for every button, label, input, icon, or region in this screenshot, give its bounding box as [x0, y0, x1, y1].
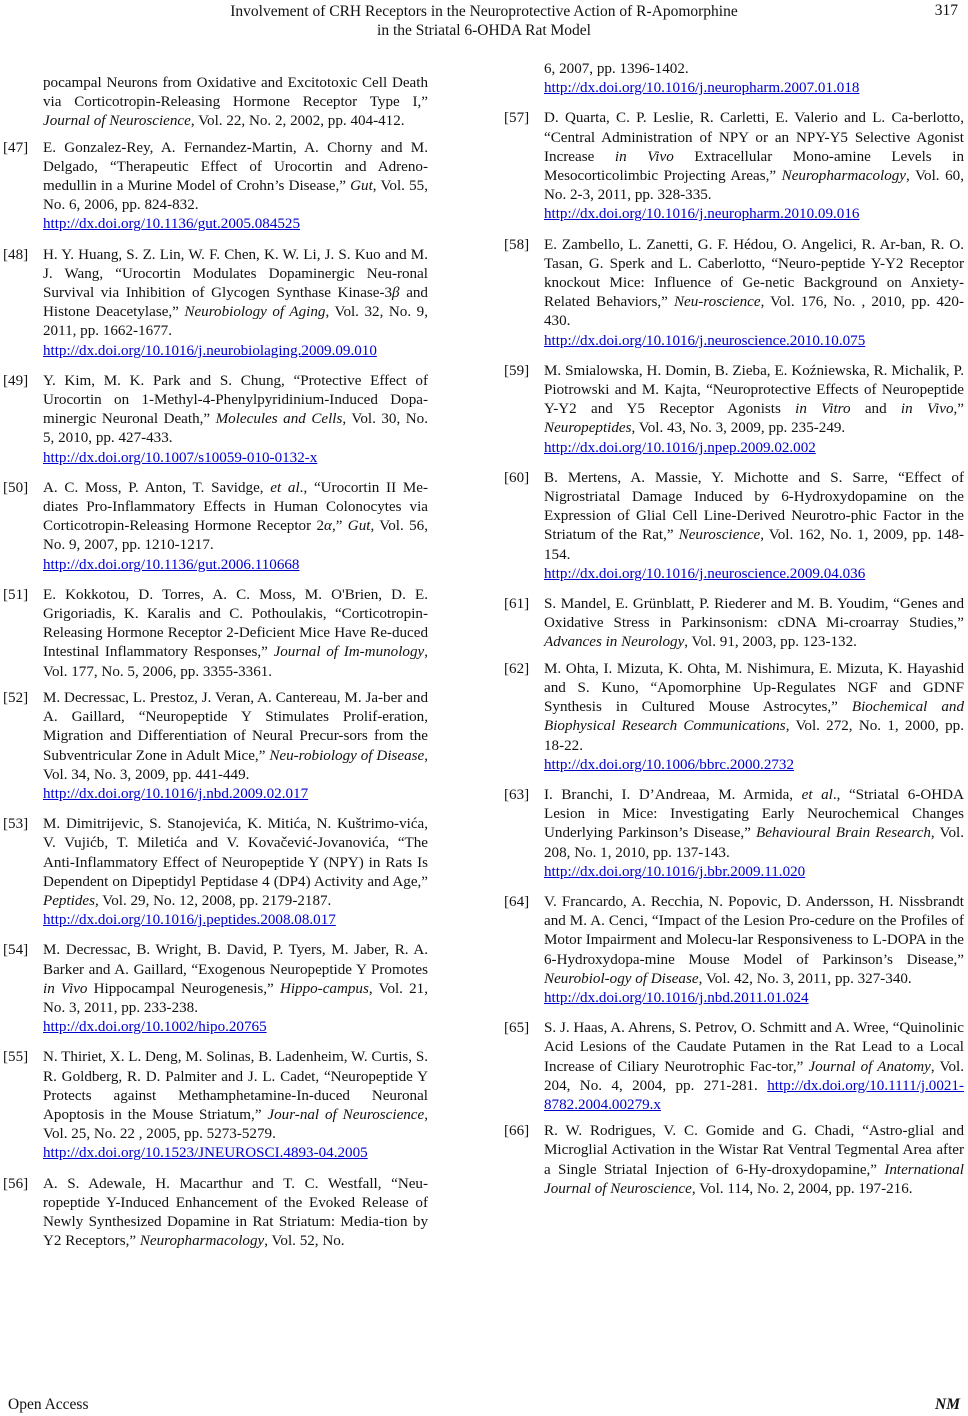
reference-column-right	[504, 60, 964, 1206]
reference-number: [47]	[3, 139, 29, 156]
reference-text: 6, 2007, pp. 1396-1402.	[544, 61, 689, 77]
running-header-line-2: in the Striatal 6-OHDA Rat Model	[377, 22, 591, 39]
reference-entry	[504, 893, 964, 1008]
reference-number: [63]	[504, 786, 530, 803]
reference-entry	[504, 1019, 964, 1115]
reference-text: E. Zambello, L. Zanetti, G. F. Hédou, O. Angelici, R. Ar-ban, R. O. Tasan, G. Sperk and L. Caberlotto, “Neuro-peptide Y-Y2 Receptor knockout Mice: Influence of Ge-netic Background on Anxiety-Related Behaviors,” Neu-roscience, Vol. 176, No. , 2010, pp. 420-430.	[544, 236, 964, 330]
reference-text: S. Mandel, E. Grünblatt, P. Riederer and M. B. Youdim, “Genes and Oxidative Stress in Parkinsonism: cDNA Mi-croarray Studies,” Advances in Neurology, Vol. 91, 2003, pp. 123-132.	[544, 596, 964, 651]
footer-journal-abbrev: NM	[935, 1396, 960, 1413]
reference-text: V. Francardo, A. Recchia, N. Popovic, D. Andersson, H. Nissbrandt and M. A. Cenci, “Impact of the Lesion Pro-cedure on the Profiles of Motor Impairment and Molecu-lar Responsiveness to L-DOPA in the 6-Hydroxydopa-mine Mouse Model of Parkinson’s Disease,” Neurobiol-ogy of Disease, Vol. 42, No. 3, 2011, pp. 327-340.	[544, 893, 964, 987]
reference-text: M. Decressac, B. Wright, B. David, P. Tyers, M. Jaber, R. A. Barker and A. Gaillard, “Exogenous Neuropeptide Y Promotes in Vivo Hippocampal Neurogenesis,” Hippo-campus, Vol. 21, No. 3, 2011, pp. 233-238.	[43, 942, 428, 1016]
reference-text: A. S. Adewale, H. Macarthur and T. C. Westfall, “Neu-ropeptide Y-Induced Enhancement of the Evoked Release of Newly Synthesized Dopamine in Rat Striatum: Media-tion by Y2 Receptors,” Neuropharmacology, Vol. 52, No.	[43, 1175, 428, 1250]
reference-text: D. Quarta, C. P. Leslie, R. Carletti, E. Valerio and L. Ca-berlotto, “Central Administration of NPY or an NPY-Y5 Selective Agonist Increase in Vivo Extracellular Mono-amine Levels in Mesocorticolimbic Projecting Areas,” Neuropharmacology, Vol. 60, No. 2-3, 2011, pp. 328-335.	[544, 110, 964, 204]
reference-entry	[3, 586, 428, 682]
reference-text: H. Y. Huang, S. Z. Lin, W. F. Chen, K. W. Li, J. S. Kuo and M. J. Wang, “Urocortin Modulates Dopaminergic Neu-ronal Survival via Inhibition of Glycogen Synthase Kinase-3β and Histone Deacetylase,” Neurobiology of Aging, Vol. 32, No. 9, 2011, pp. 1662-1677.	[43, 246, 428, 340]
doi-link[interactable]: http://dx.doi.org/10.1016/j.neuroscience.2010.10.075	[544, 332, 866, 349]
doi-link[interactable]: http://dx.doi.org/10.1016/j.neuropharm.2010.09.016	[544, 206, 860, 223]
page-number: 317	[934, 2, 958, 19]
doi-link[interactable]: http://dx.doi.org/10.1007/s10059-010-0132-x	[43, 449, 318, 466]
reference-number: [49]	[3, 372, 29, 389]
reference-number: [64]	[504, 893, 530, 910]
reference-entry	[504, 595, 964, 653]
reference-entry	[504, 660, 964, 775]
reference-number: [59]	[504, 362, 530, 379]
reference-entry	[3, 689, 428, 804]
reference-text: M. Dimitrijevic, S. Stanojevića, K. Mitića, N. Kuštrimo-vića, V. Vujićb, T. Miletića and V. Kovačević-Jovanovića, “The Anti-Inflammatory Effect of Neuropeptide Y (NPY) in Rats Is Dependent on Dipeptidyl Peptidase 4 (DP4) Activity and Age,” Peptides, Vol. 29, No. 12, 2008, pp. 2179-2187.	[43, 816, 428, 909]
reference-text: M. Smialowska, H. Domin, B. Zieba, E. Koźniewska, R. Michalik, P. Piotrowski and M. Kajta, “Neuroprotective Effects of Neuropeptide Y-Y2 and Y5 Receptor Agonists in Vitro and in Vivo,” Neuropeptides, Vol. 43, No. 3, 2009, pp. 235-249.	[544, 362, 964, 437]
doi-link[interactable]: http://dx.doi.org/10.1006/bbrc.2000.2732	[544, 756, 795, 773]
reference-text: S. J. Haas, A. Ahrens, S. Petrov, O. Schmitt and A. Wree, “Quinolinic Acid Lesions of the Caudate Putamen in the Rat Lead to a Local Increase of Ciliary Neurotrophic Fac-tor,” Journal of Anatomy, Vol. 204, No. 4, 2004, pp. 271-281. http://dx.doi.org/10.1111/j.0021-8782.2004.00279.x	[544, 1020, 964, 1113]
reference-text: A. C. Moss, P. Anton, T. Savidge, et al., “Urocortin II Me-diates Pro-Inflammatory Effects in Human Colonocytes via Corticotropin-Releasing Hormone Receptor 2α,” Gut, Vol. 56, No. 9, 2007, pp. 1210-1217.	[43, 479, 429, 554]
reference-number: [53]	[3, 816, 29, 833]
doi-link[interactable]: http://dx.doi.org/10.1523/JNEUROSCI.4893-04.2005	[43, 1145, 368, 1162]
doi-link[interactable]: http://dx.doi.org/10.1136/gut.2005.084525	[43, 216, 301, 233]
reference-text: R. W. Rodrigues, V. C. Gomide and G. Chadi, “Astro-glial and Microglial Activation in the Wistar Rat Ventral Tegmental Area after a Single Striatal Injection of 6-Hy-droxydopamine,” International Journal of Neuroscience, Vol. 114, No. 2, 2004, pp. 197-216.	[544, 1123, 964, 1197]
reference-text: Y. Kim, M. K. Park and S. Chung, “Protective Effect of Urocortin on 1-Methyl-4-Phenylpyridinium-Induced Dopa-minergic Neuronal Death,” Molecules and Cells, Vol. 30, No. 5, 2010, pp. 427-433.	[43, 372, 428, 447]
reference-entry	[504, 469, 964, 584]
reference-text: M. Ohta, I. Mizuta, K. Ohta, M. Nishimura, E. Mizuta, K. Hayashid and S. Kuno, “Apomorphine Up-Regulates NGF and GDNF Synthesis in Cultured Mouse Astrocytes,” Biochemical and Biophysical Research Communications, Vol. 272, No. 1, 2000, pp. 18-22.	[544, 660, 964, 754]
reference-text: M. Decressac, L. Prestoz, J. Veran, A. Cantereau, M. Ja-ber and A. Gaillard, “Neuropeptide Y Stimulates Prolif-eration, Migration and Differentiation of Neural Precur-sors from the Subventricular Zone in Adult Mice,” Neu-robiology of Disease, Vol. 34, No. 3, 2009, pp. 441-449.	[43, 689, 428, 783]
reference-number: [58]	[504, 236, 530, 253]
doi-link[interactable]: http://dx.doi.org/10.1016/j.peptides.2008.08.017	[43, 912, 336, 929]
doi-link[interactable]: http://dx.doi.org/10.1016/j.nbd.2011.01.024	[544, 989, 809, 1006]
reference-entry	[504, 362, 964, 458]
reference-text: E. Kokkotou, D. Torres, A. C. Moss, M. O'Brien, D. E. Grigoriadis, K. Karalis and C. Pothoulakis, “Corticotropin-Releasing Hormone Receptor 2-Deficient Mice Have Re-duced Intestinal Inflammatory Responses,” Journal of Im-munology, Vol. 177, No. 5, 2006, pp. 3355-3361.	[43, 586, 428, 680]
reference-number: [61]	[504, 596, 530, 613]
doi-link[interactable]: http://dx.doi.org/10.1016/j.neurobiolaging.2009.09.010	[43, 342, 377, 359]
reference-entry	[3, 1048, 428, 1163]
reference-entry	[504, 1122, 964, 1199]
reference-entry	[504, 109, 964, 224]
reference-number: [66]	[504, 1123, 530, 1140]
reference-text: E. Gonzalez-Rey, A. Fernandez-Martin, A. Chorny and M. Delgado, “Therapeutic Effect of Urocortin and Adreno-medullin in a Murine Model of Crohn’s Disease,” Gut, Vol. 55, No. 6, 2006, pp. 824-832.	[43, 139, 428, 214]
doi-link[interactable]: http://dx.doi.org/10.1002/hipo.20765	[43, 1019, 267, 1036]
doi-link[interactable]: http://dx.doi.org/10.1136/gut.2006.110668	[43, 556, 300, 573]
running-header	[0, 2, 968, 40]
reference-number: [50]	[3, 479, 29, 496]
reference-number: [54]	[3, 942, 29, 959]
reference-text: pocampal Neurons from Oxidative and Excitotoxic Cell Death via Corticotropin-Releasing Hormone Receptor Type I,” Journal of Neuroscience, Vol. 22, No. 2, 2002, pp. 404-412.	[43, 75, 428, 130]
reference-entry	[504, 236, 964, 351]
reference-entry	[3, 246, 428, 361]
doi-link[interactable]: http://dx.doi.org/10.1016/j.npep.2009.02.002	[544, 439, 816, 456]
reference-text: I. Branchi, I. D’Andreaa, M. Armida, et al., “Striatal 6-OHDA Lesion in Mice: Investigating Early Neurochemical Changes Underlying Parkinson’s Disease,” Behavioural Brain Research, Vol. 208, No. 1, 2010, pp. 137-143.	[544, 786, 964, 861]
doi-link[interactable]: http://dx.doi.org/10.1016/j.neuropharm.2007.01.018	[544, 80, 860, 97]
reference-entry	[3, 372, 428, 468]
reference-entry	[3, 479, 428, 575]
running-header-line-1: Involvement of CRH Receptors in the Neuroprotective Action of R-Apomorphine	[230, 3, 738, 20]
reference-entry	[3, 74, 428, 132]
reference-text: N. Thiriet, X. L. Deng, M. Solinas, B. Ladenheim, W. Curtis, S. R. Goldberg, R. D. Palmiter and J. L. Cadet, “Neuropeptide Y Protects against Methamphetamine-In-duced Neuronal Apoptosis in the Mouse Striatum,” Jour-nal of Neuroscience, Vol. 25, No. 22 , 2005, pp. 5273-5279.	[43, 1049, 429, 1143]
reference-number: [60]	[504, 469, 530, 486]
reference-number: [62]	[504, 660, 530, 677]
reference-number: [65]	[504, 1020, 530, 1037]
doi-link[interactable]: http://dx.doi.org/10.1016/j.bbr.2009.11.020	[544, 863, 806, 880]
reference-number: [52]	[3, 689, 29, 706]
reference-entry	[3, 941, 428, 1037]
doi-link[interactable]: http://dx.doi.org/10.1111/j.0021-8782.2004.00279.x	[544, 1077, 964, 1113]
reference-column-left	[3, 74, 428, 1258]
reference-text: B. Mertens, A. Massie, Y. Michotte and S. Sarre, “Effect of Nigrostriatal Damage Induced by 6-Hydroxydopamine on the Expression of Glial Cell Line-Derived Neurotro-phic Factor in the Striatum of the Rat,” Neuroscience, Vol. 162, No. 1, 2009, pp. 148-154.	[544, 469, 964, 563]
reference-entry	[3, 815, 428, 930]
reference-number: [55]	[3, 1049, 29, 1066]
reference-entry	[3, 1175, 428, 1252]
reference-number: [56]	[3, 1175, 29, 1192]
reference-entry	[3, 139, 428, 235]
doi-link[interactable]: http://dx.doi.org/10.1016/j.nbd.2009.02.017	[43, 785, 309, 802]
reference-number: [51]	[3, 586, 29, 603]
reference-entry	[504, 786, 964, 882]
reference-entry	[504, 60, 964, 98]
reference-number: [57]	[504, 110, 530, 127]
doi-link[interactable]: http://dx.doi.org/10.1016/j.neuroscience.2009.04.036	[544, 565, 866, 582]
footer-open-access: Open Access	[8, 1396, 89, 1413]
reference-number: [48]	[3, 246, 29, 263]
